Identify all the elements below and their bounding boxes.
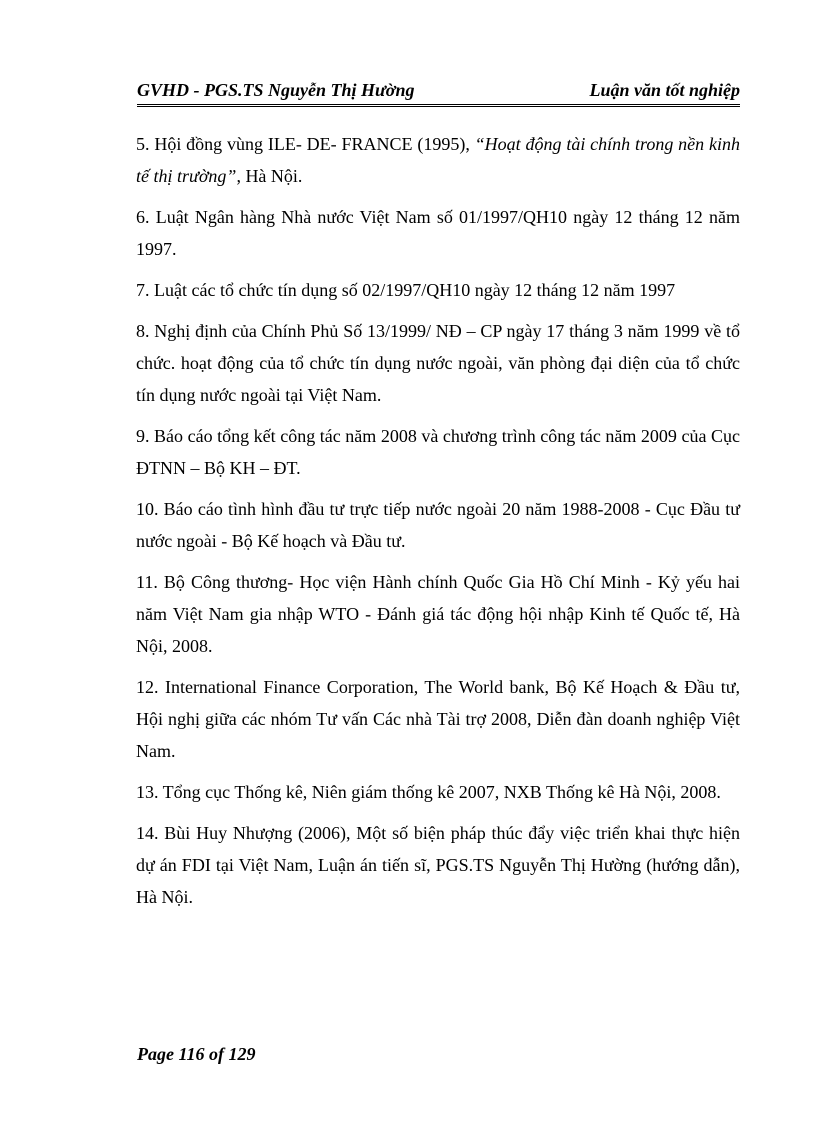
- header-advisor: GVHD - PGS.TS Nguyễn Thị Hường: [137, 80, 415, 100]
- reference-item-12: 12. International Finance Corporation, The World bank, Bộ Kế Hoạch & Đầu tư, Hội nghị giữa các nhóm Tư vấn Các nhà Tài trợ 2008, Diễn đàn doanh nghiệp Việt Nam.: [136, 677, 740, 761]
- reference-item-5: [136, 128, 740, 192]
- reference-5-text: 5. Hội đồng vùng ILE- DE- FRANCE (1995),: [136, 134, 475, 154]
- reference-5-title: “Hoạt động tài chính trong nền kinh tế thị trường”: [136, 134, 740, 186]
- reference-item-9: 9. Báo cáo tổng kết công tác năm 2008 và chương trình công tác năm 2009 của Cục ĐTNN – Bộ KH – ĐT.: [136, 426, 740, 478]
- reference-list: [136, 128, 740, 922]
- header-document-type: Luận văn tốt nghiệp: [589, 80, 740, 100]
- reference-item-7: 7. Luật các tổ chức tín dụng số 02/1997/QH10 ngày 12 tháng 12 năm 1997: [136, 280, 676, 300]
- reference-item-13: 13. Tổng cục Thống kê, Niên giám thống kê 2007, NXB Thống kê Hà Nội, 2008.: [136, 782, 721, 802]
- reference-item-10: 10. Báo cáo tình hình đầu tư trực tiếp nước ngoài 20 năm 1988-2008 - Cục Đầu tư nước ngoài - Bộ Kế hoạch và Đầu tư.: [136, 499, 740, 551]
- reference-item-14: 14. Bùi Huy Nhượng (2006), Một số biện pháp thúc đẩy việc triển khai thực hiện dự án FDI tại Việt Nam, Luận án tiến sĩ, PGS.TS Nguyễn Thị Hường (hướng dẫn), Hà Nội.: [136, 823, 740, 907]
- page-header: [137, 76, 740, 107]
- reference-5-place: , Hà Nội.: [236, 166, 303, 186]
- reference-item-6: 6. Luật Ngân hàng Nhà nước Việt Nam số 01/1997/QH10 ngày 12 tháng 12 năm 1997.: [136, 207, 740, 259]
- reference-item-11: 11. Bộ Công thương- Học viện Hành chính Quốc Gia Hồ Chí Minh - Kỷ yếu hai năm Việt Nam gia nhập WTO - Đánh giá tác động hội nhập Kinh tế Quốc tế, Hà Nội, 2008.: [136, 572, 740, 656]
- page-number: Page 116 of 129: [137, 1044, 256, 1064]
- reference-item-8: 8. Nghị định của Chính Phủ Số 13/1999/ NĐ – CP ngày 17 tháng 3 năm 1999 về tổ chức. hoạt động của tổ chức tín dụng nước ngoài, văn phòng đại diện của tổ chức tín dụng nước ngoài tại Việt Nam.: [136, 321, 740, 405]
